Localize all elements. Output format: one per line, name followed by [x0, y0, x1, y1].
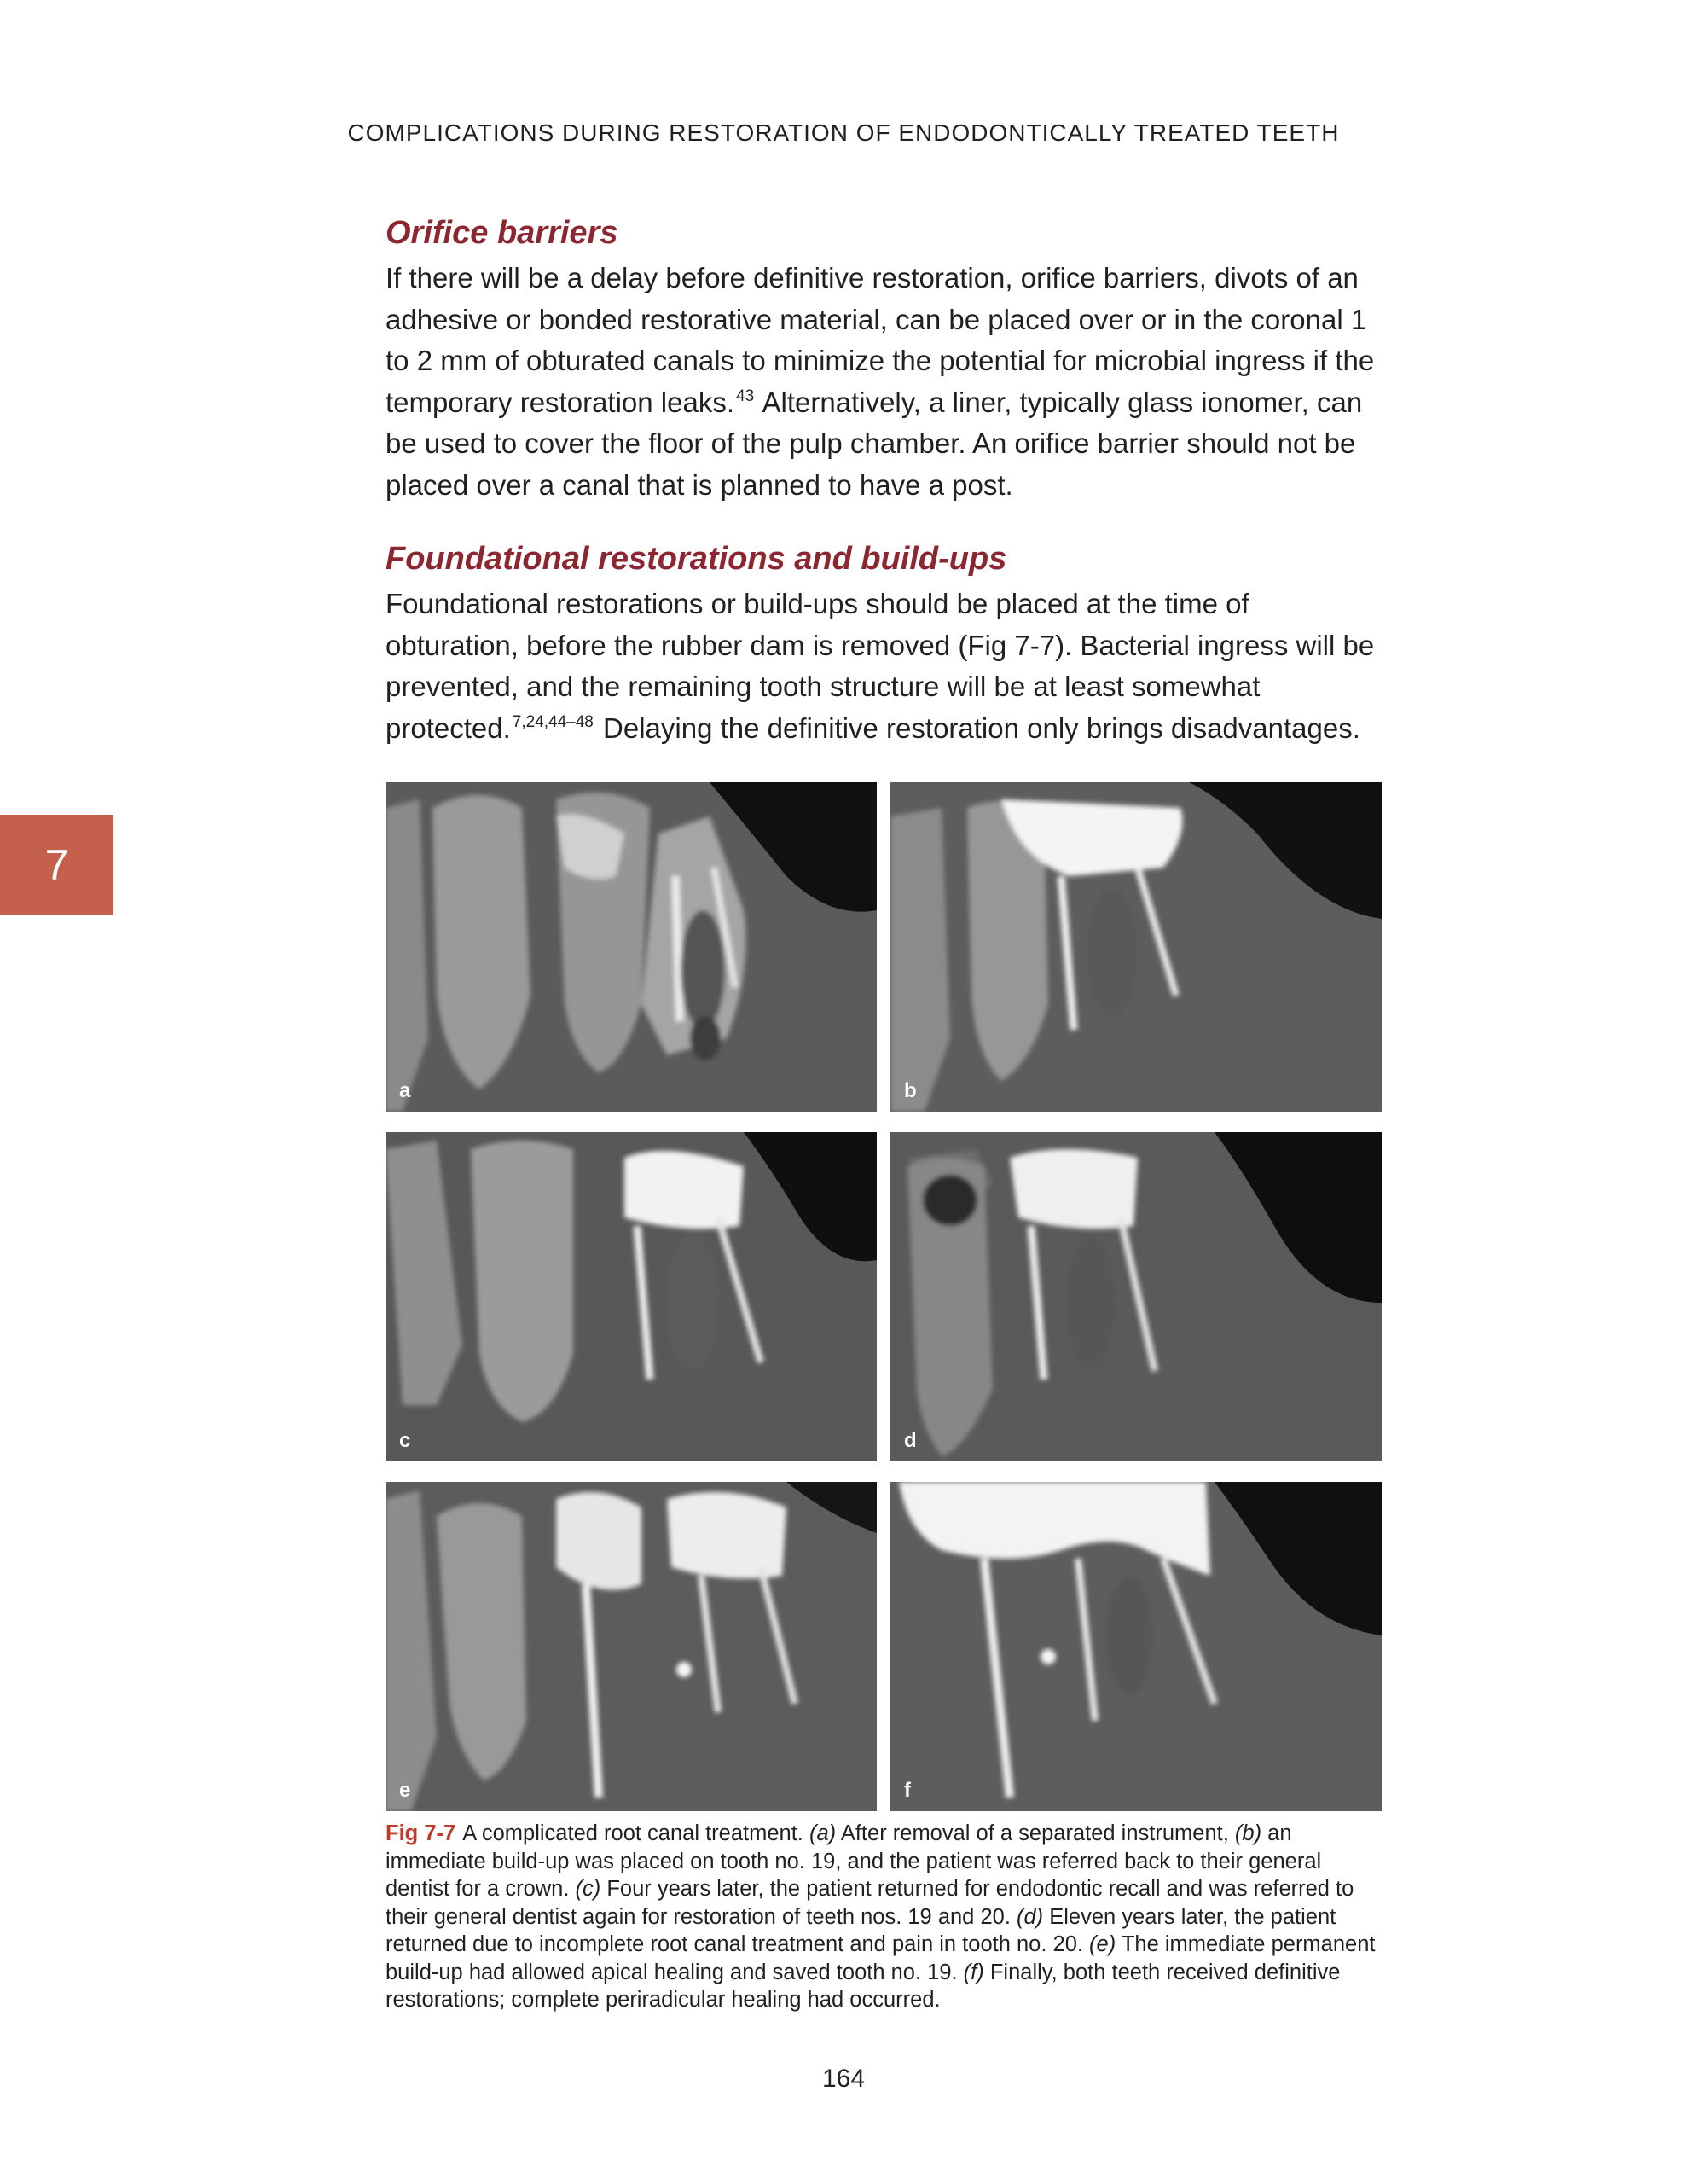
radiograph-image: [386, 1482, 877, 1811]
radiograph-image: [890, 1132, 1382, 1461]
caption-marker: (e): [1089, 1932, 1116, 1956]
panel-label: f: [904, 1779, 911, 1802]
caption-marker: (d): [1017, 1904, 1044, 1929]
citation-superscript: 7,24,44–48: [512, 712, 594, 731]
radiograph-image: [890, 1482, 1382, 1811]
panel-label: b: [904, 1079, 917, 1102]
caption-text: Finally, both teeth received definitive restorations; complete periradicular healing had occurred.: [386, 1960, 1341, 2012]
citation-superscript: 43: [736, 386, 755, 405]
caption-text: A complicated root canal treatment.: [462, 1821, 809, 1845]
caption-text: Four years later, the patient returned for endodontic recall and was referred to their general dentist again for restoration of teeth nos. 19 and 20.: [386, 1877, 1354, 1929]
body-paragraph: [386, 258, 1382, 506]
figure-caption: [386, 1820, 1383, 2014]
figure-7-7: [386, 782, 1382, 1811]
caption-text: an immediate build-up was placed on tooth no. 19, and the patient was referred back to their general dentist for a crown.: [386, 1821, 1322, 1901]
paragraph-text: If there will be a delay before definitive restoration, orifice barriers, divots of an adhesive or bonded restorative material, can be placed over or in the coronal 1 to 2 mm of obturated canals to minimize the potential for microbial ingress if the temporary restoration leaks.: [386, 262, 1375, 418]
radiograph-panel-f: [890, 1482, 1382, 1811]
section-heading: Foundational restorations and build-ups: [386, 541, 1007, 577]
panel-label: d: [904, 1429, 917, 1452]
caption-text: After removal of a separated instrument,: [836, 1821, 1235, 1845]
radiograph-panel-d: [890, 1132, 1382, 1461]
caption-marker: (b): [1234, 1821, 1262, 1845]
panel-label: c: [399, 1429, 411, 1452]
radiograph-image: [890, 782, 1382, 1112]
section-orifice-barriers: [386, 213, 1382, 506]
panel-label: a: [399, 1079, 411, 1102]
figure-label: Fig 7-7: [386, 1821, 456, 1845]
paragraph-text: Delaying the definitive restoration only brings disadvantages.: [594, 712, 1360, 744]
caption-marker: (c): [575, 1877, 601, 1901]
caption-marker: (a): [809, 1821, 837, 1845]
body-paragraph: [386, 584, 1382, 749]
radiograph-panel-c: [386, 1132, 877, 1461]
radiograph-panel-e: [386, 1482, 877, 1811]
paragraph-text: Foundational restorations or build-ups should be placed at the time of obturation, before the rubber dam is removed (Fig 7-7). Bacterial ingress will be prevented, and the remaining tooth structure will be at least somewhat protected.: [386, 588, 1375, 744]
paragraph-text: Alternatively, a liner, typically glass ionomer, can be used to cover the floor of the pulp chamber. An orifice barrier should not be placed over a canal that is planned to have a post.: [386, 386, 1363, 501]
section-foundational-restorations: [386, 539, 1382, 749]
page-number: 164: [821, 2065, 866, 2093]
radiograph-image: [386, 782, 877, 1112]
radiograph-image: [386, 1132, 877, 1461]
chapter-tab: 7: [0, 815, 113, 915]
section-heading: Orifice barriers: [386, 215, 618, 251]
caption-text: Eleven years later, the patient returned due to incomplete root canal treatment and pain in tooth no. 20.: [386, 1904, 1336, 1956]
panel-label: e: [399, 1779, 411, 1802]
caption-marker: (f): [963, 1960, 984, 1984]
caption-text: The immediate permanent build-up had allowed apical healing and saved tooth no. 19.: [386, 1932, 1376, 1984]
radiograph-panel-b: [890, 782, 1382, 1112]
radiograph-panel-a: [386, 782, 877, 1112]
running-head: COMPLICATIONS DURING RESTORATION OF ENDODONTICALLY TREATED TEETH: [347, 119, 1340, 146]
